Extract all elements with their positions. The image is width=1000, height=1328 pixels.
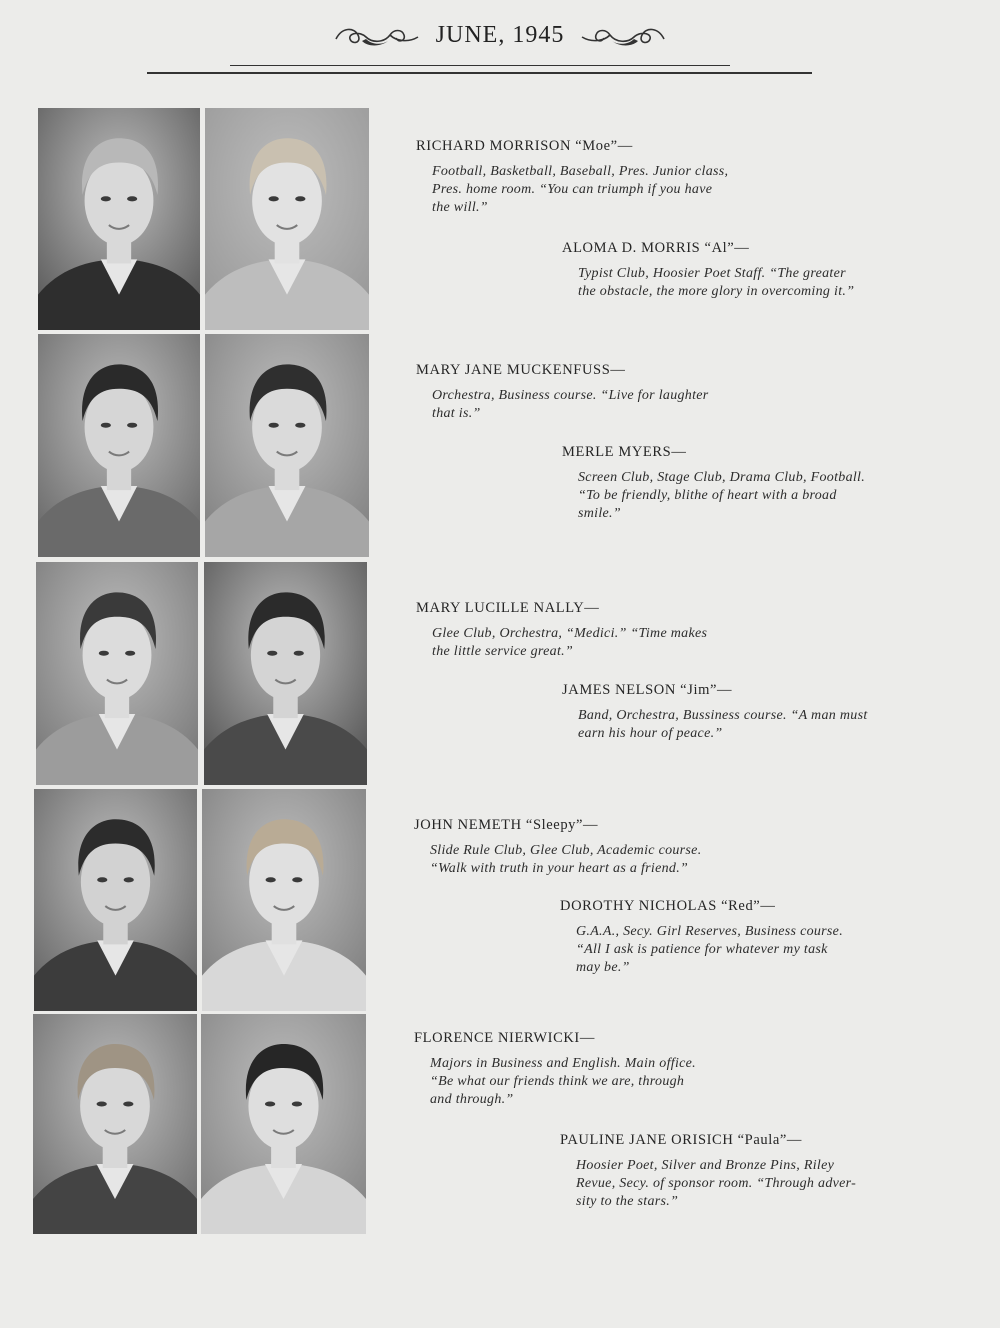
- desc-line: Slide Rule Club, Glee Club, Academic course.: [430, 843, 702, 858]
- desc-line: Football, Basketball, Baseball, Pres. Junior class,: [432, 164, 729, 179]
- desc-line: Band, Orchestra, Bussiness course. “A man must: [578, 708, 868, 723]
- desc-line: “Walk with truth in your heart as a friend.”: [430, 861, 689, 876]
- page-title: JUNE, 1945: [435, 22, 565, 48]
- portrait-mary-jane-muckenfuss: [38, 334, 200, 557]
- entry-james-nelson: [562, 682, 942, 743]
- portrait-image: [201, 1014, 366, 1234]
- portrait-james-nelson: [204, 562, 367, 785]
- portrait-image: [202, 789, 366, 1011]
- desc-line: the will.”: [432, 200, 488, 215]
- portrait-image: [205, 334, 369, 557]
- portrait-image: [204, 562, 367, 785]
- entry-richard-morrison: [416, 138, 796, 217]
- student-description: [430, 842, 794, 878]
- student-description: [432, 163, 796, 217]
- entry-pauline-orisich: [560, 1132, 940, 1211]
- student-name: FLORENCE NIERWICKI—: [414, 1030, 595, 1046]
- left-flourish-icon: [332, 23, 422, 49]
- desc-line: Hoosier Poet, Silver and Bronze Pins, Riley: [576, 1158, 835, 1173]
- student-description: [432, 387, 796, 423]
- student-name: ALOMA D. MORRIS “Al”—: [562, 240, 750, 256]
- student-description: [430, 1055, 794, 1109]
- desc-line: that is.”: [432, 406, 481, 421]
- portrait-image: [205, 108, 369, 330]
- desc-line: Pres. home room. “You can triumph if you have: [432, 182, 713, 197]
- desc-line: Revue, Secy. of sponsor room. “Through adver-: [576, 1176, 857, 1191]
- desc-line: sity to the stars.”: [576, 1194, 679, 1209]
- student-description: [578, 707, 942, 743]
- student-name: PAULINE JANE ORISICH “Paula”—: [560, 1132, 803, 1148]
- student-name: MARY LUCILLE NALLY—: [416, 600, 600, 616]
- entry-florence-nierwicki: [414, 1030, 794, 1109]
- desc-line: “All I ask is patience for whatever my task: [576, 942, 828, 957]
- portrait-john-nemeth: [34, 789, 197, 1011]
- right-flourish-icon: [578, 23, 668, 49]
- portrait-image: [38, 334, 200, 557]
- student-description: [432, 625, 796, 661]
- desc-line: “To be friendly, blithe of heart with a broad: [578, 488, 837, 503]
- portrait-aloma-morris: [205, 108, 369, 330]
- portrait-mary-lucille-nally: [36, 562, 198, 785]
- portrait-pauline-orisich: [201, 1014, 366, 1234]
- entry-aloma-morris: [562, 240, 942, 301]
- entry-dorothy-nicholas: [560, 898, 940, 977]
- desc-line: and through.”: [430, 1092, 514, 1107]
- student-name: RICHARD MORRISON “Moe”—: [416, 138, 633, 154]
- desc-line: “Be what our friends think we are, through: [430, 1074, 685, 1089]
- student-description: [576, 1157, 940, 1211]
- desc-line: the little service great.”: [432, 644, 574, 659]
- desc-line: smile.”: [578, 506, 621, 521]
- student-description: [576, 923, 940, 977]
- desc-line: Glee Club, Orchestra, “Medici.” “Time makes: [432, 626, 708, 641]
- student-name: MERLE MYERS—: [562, 444, 687, 460]
- portrait-image: [33, 1014, 197, 1234]
- desc-line: Typist Club, Hoosier Poet Staff. “The greater: [578, 266, 846, 281]
- portrait-image: [36, 562, 198, 785]
- desc-line: the obstacle, the more glory in overcoming it.”: [578, 284, 855, 299]
- header-rule-thick: [147, 72, 812, 74]
- portrait-image: [34, 789, 197, 1011]
- entry-mary-jane-muckenfuss: [416, 362, 796, 423]
- page-header: [0, 22, 1000, 62]
- student-name: JOHN NEMETH “Sleepy”—: [414, 817, 599, 833]
- student-name: DOROTHY NICHOLAS “Red”—: [560, 898, 776, 914]
- desc-line: Orchestra, Business course. “Live for laughter: [432, 388, 709, 403]
- header-rule-thin: [230, 65, 730, 66]
- portrait-merle-myers: [205, 334, 369, 557]
- student-name: JAMES NELSON “Jim”—: [562, 682, 733, 698]
- desc-line: Screen Club, Stage Club, Drama Club, Football.: [578, 470, 866, 485]
- portrait-richard-morrison: [38, 108, 200, 330]
- student-description: [578, 469, 942, 523]
- entry-merle-myers: [562, 444, 942, 523]
- desc-line: earn his hour of peace.”: [578, 726, 723, 741]
- portrait-florence-nierwicki: [33, 1014, 197, 1234]
- portrait-image: [38, 108, 200, 330]
- desc-line: Majors in Business and English. Main office.: [430, 1056, 696, 1071]
- student-description: [578, 265, 942, 301]
- desc-line: may be.”: [576, 960, 630, 975]
- student-name: MARY JANE MUCKENFUSS—: [416, 362, 626, 378]
- desc-line: G.A.A., Secy. Girl Reserves, Business course.: [576, 924, 843, 939]
- entry-mary-lucille-nally: [416, 600, 796, 661]
- portrait-dorothy-nicholas: [202, 789, 366, 1011]
- entry-john-nemeth: [414, 817, 794, 878]
